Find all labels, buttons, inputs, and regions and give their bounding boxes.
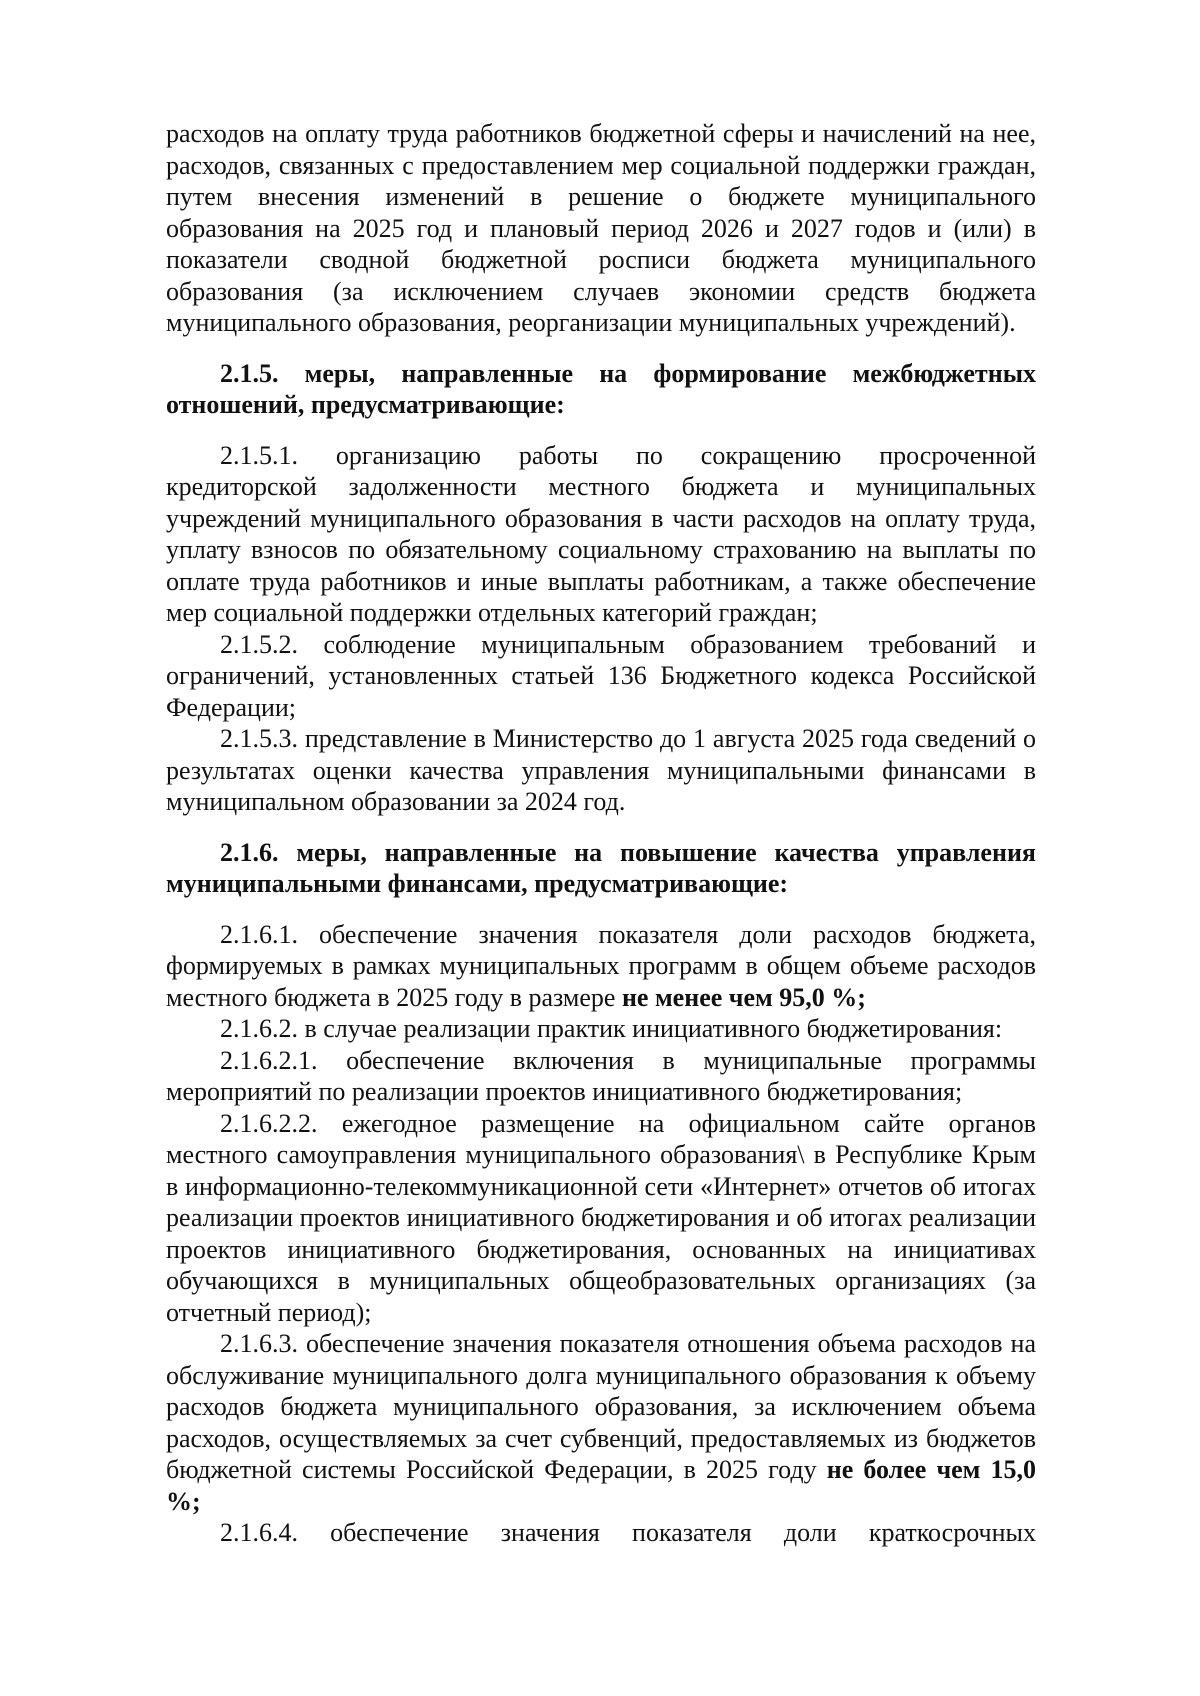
section-heading-2-1-6: 2.1.6. меры, направленные на повышение качества управления муниципальными финансами, предусматривающие: (166, 837, 1036, 898)
paragraph-2-1-5-1: 2.1.5.1. организацию работы по сокращению просроченной кредиторской задолженности местного бюджета и муниципальных учреждений муниципального образования в части расходов на оплату труда, уплату взносов по обязательному социальному страхованию на выплаты по оплате труда работников и иные выплаты работникам, а также обеспечение мер социальной поддержки отдельных категорий граждан; (166, 440, 1036, 627)
paragraph-2-1-6-1-text: 2.1.6.1. обеспечение значения показателя доли расходов бюджета, формируемых в рамках муниципальных программ в общем объеме расходов местного бюджета в 2025 году в размере (166, 919, 1036, 1012)
paragraph-2-1-6-4: 2.1.6.4. обеспечение значения показателя доли краткосрочных (220, 1518, 1036, 1547)
document-page (166, 118, 1036, 1549)
paragraph-2-1-6-1-bold: не менее чем 95,0 %; (621, 982, 866, 1012)
paragraph-continuation: расходов на оплату труда работников бюджетной сферы и начислений на нее, расходов, связанных с предоставлением мер социальной поддержки граждан, путем внесения изменений в решение о бюджете муниципального образования на 2025 год и плановый период 2026 и 2027 годов и (или) в показатели сводной бюджетной росписи бюджета муниципального образования (за исключением случаев экономии средств бюджета муниципального образования, реорганизации муниципальных учреждений). (166, 119, 1036, 337)
paragraph-2-1-5-3: 2.1.5.3. представление в Министерство до 1 августа 2025 года сведений о результатах оценки качества управления муниципальными финансами в муниципальном образовании за 2024 год. (166, 724, 1036, 816)
paragraph-2-1-6-3-bold: не более чем 15,0 %; (166, 1455, 1036, 1516)
paragraph-2-1-6-2-1: 2.1.6.2.1. обеспечение включения в муниципальные программы мероприятий по реализации проектов инициативного бюджетирования; (166, 1045, 1036, 1106)
paragraph-2-1-5-2: 2.1.5.2. соблюдение муниципальным образованием требований и ограничений, установленных статьей 136 Бюджетного кодекса Российской Федерации; (166, 629, 1036, 722)
paragraph-2-1-6-2: 2.1.6.2. в случае реализации практик инициативного бюджетирования: (220, 1014, 1003, 1043)
section-heading-2-1-5: 2.1.5. меры, направленные на формирование межбюджетных отношений, предусматривающие: (166, 358, 1036, 419)
paragraph-2-1-6-3-text: 2.1.6.3. обеспечение значения показателя отношения объема расходов на обслуживание муниципального долга муниципального образования к объему расходов бюджета муниципального образования, за исключением объема расходов, осуществляемых за счет субвенций, предоставляемых из бюджетов бюджетной системы Российской Федерации, в 2025 году (166, 1329, 1036, 1484)
paragraph-2-1-6-2-2: 2.1.6.2.2. ежегодное размещение на официальном сайте органов местного самоуправления муниципального образования\ в Республике Крым в информационно-телекоммуникационной сети «Интернет» отчетов об итогах реализации проектов инициативного бюджетирования и об итогах реализации проектов инициативного бюджетирования, основанных на инициативах обучающихся в муниципальных общеобразовательных организациях (за отчетный период); (166, 1108, 1036, 1327)
paragraph-2-1-6-1 (166, 919, 1036, 1014)
paragraph-2-1-6-3 (166, 1328, 1036, 1517)
